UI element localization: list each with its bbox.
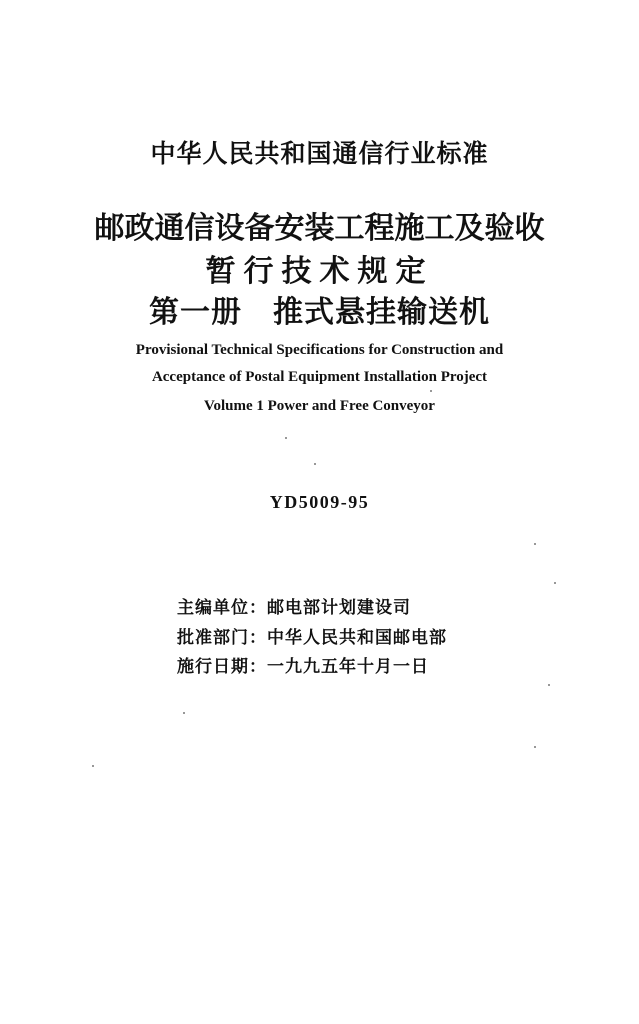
title-line-3: 第一册 推式悬挂输送机 [149, 295, 490, 330]
scan-speck [183, 712, 185, 714]
approval-department: 批准部门：中华人民共和国邮电部 [177, 628, 447, 648]
scan-speck [285, 437, 287, 439]
standard-code: YD5009-95 [269, 492, 370, 512]
effective-date: 施行日期：一九九五年十月一日 [177, 657, 429, 677]
english-title-line-2: Acceptance of Postal Equipment Installation Project [151, 369, 488, 385]
scan-speck [534, 746, 536, 748]
scan-speck [548, 684, 550, 686]
english-title-line-3: Volume 1 Power and Free Conveyor [204, 398, 435, 414]
scan-speck [314, 463, 316, 465]
title-line-2: 暂行技术规定 [205, 254, 434, 289]
scan-speck [92, 765, 94, 767]
standard-category: 中华人民共和国通信行业标准 [150, 139, 489, 168]
editor-unit: 主编单位：邮电部计划建设司 [177, 598, 411, 618]
scan-speck [534, 543, 536, 545]
title-line-1: 邮政通信设备安装工程施工及验收 [94, 211, 545, 246]
scan-speck [554, 582, 556, 584]
scan-speck [430, 390, 432, 392]
english-title-line-1: Provisional Technical Specifications for Construction and [135, 342, 504, 358]
